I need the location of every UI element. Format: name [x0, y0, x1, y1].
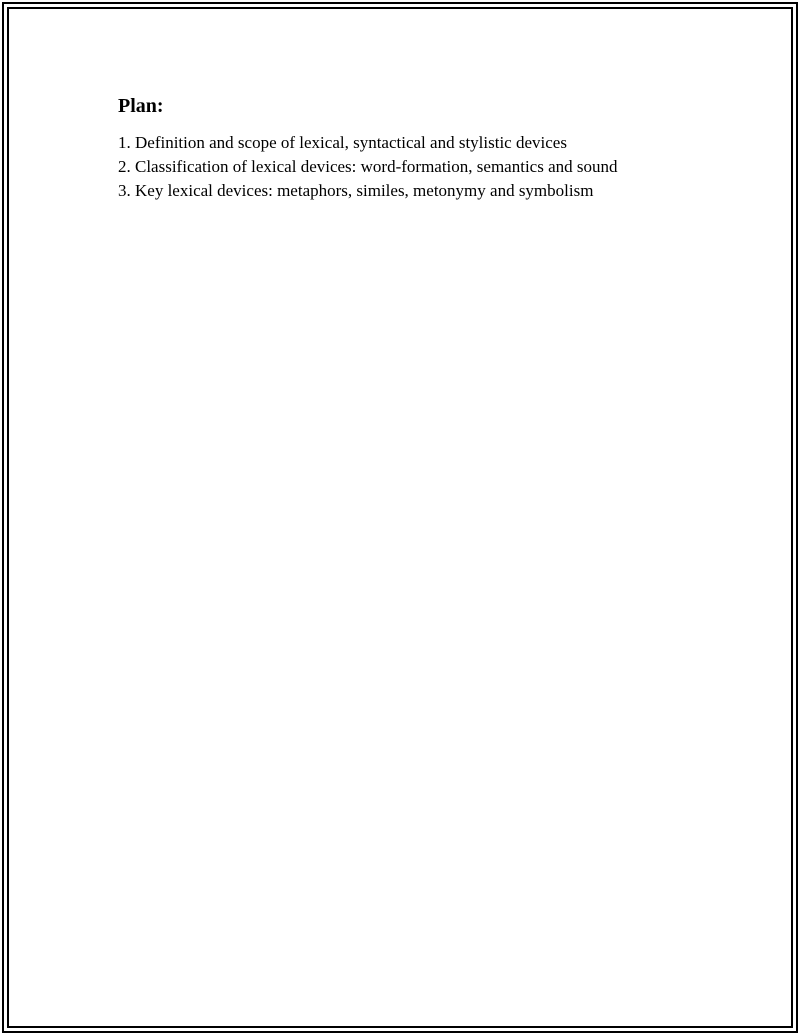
plan-item-1: 1. Definition and scope of lexical, syntactical and stylistic devices	[118, 133, 567, 152]
document-body	[118, 93, 718, 203]
plan-list	[118, 131, 718, 203]
plan-item-3: 3. Key lexical devices: metaphors, similes, metonymy and symbolism	[118, 181, 594, 200]
plan-item-2: 2. Classification of lexical devices: word-formation, semantics and sound	[118, 157, 618, 176]
plan-heading: Plan:	[118, 95, 164, 117]
